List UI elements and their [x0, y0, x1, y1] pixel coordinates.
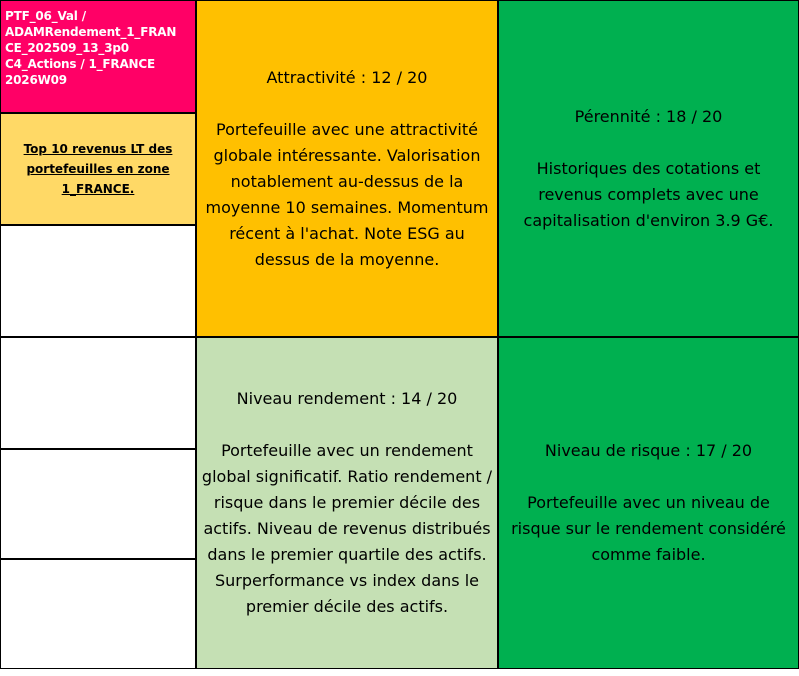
- portfolio-identifier: [0, 0, 196, 113]
- perennite-panel: [498, 0, 799, 337]
- empty-cell-1: [0, 225, 196, 337]
- identifier-line-5: 2026W09: [5, 73, 67, 87]
- perennite-title: Pérennité : 18 / 20: [574, 106, 723, 126]
- identifier-line-4: C4_Actions / 1_FRANCE: [5, 57, 155, 71]
- rendement-panel: [196, 337, 498, 669]
- empty-cell-3: [0, 449, 196, 559]
- empty-cell-2: [0, 337, 196, 449]
- attractivite-panel: [196, 0, 498, 337]
- rendement-description: Portefeuille avec un rendement global significatif. Ratio rendement / risque dans le premier décile des actifs. Niveau de revenus distribués dans le premier quartile des actifs. Surperformance vs index dans le premier décile des actifs.: [201, 441, 493, 616]
- rendement-title: Niveau rendement : 14 / 20: [236, 389, 458, 408]
- top-10-revenus-link[interactable]: [0, 113, 196, 225]
- risque-description: Portefeuille avec un niveau de risque sur le rendement considéré comme faible.: [511, 493, 786, 564]
- identifier-line-2: ADAMRendement_1_FRAN: [5, 25, 177, 39]
- identifier-line-1: PTF_06_Val /: [5, 9, 86, 23]
- attractivite-description: Portefeuille avec une attractivité globale intéressante. Valorisation notablement au-dessus de la moyenne 10 semaines. Momentum récent à l'achat. Note ESG au dessus de la moyenne.: [205, 119, 489, 269]
- identifier-line-3: CE_202509_13_3p0: [5, 41, 129, 55]
- attractivite-title: Attractivité : 12 / 20: [266, 67, 428, 87]
- risque-title: Niveau de risque : 17 / 20: [544, 441, 753, 460]
- top-10-revenus-label[interactable]: Top 10 revenus LT des portefeuilles en zone 1_FRANCE.: [23, 142, 173, 196]
- perennite-description: Historiques des cotations et revenus complets avec une capitalisation d'environ 3.9 G€.: [523, 158, 774, 230]
- risque-panel: [498, 337, 799, 669]
- empty-cell-4: [0, 559, 196, 669]
